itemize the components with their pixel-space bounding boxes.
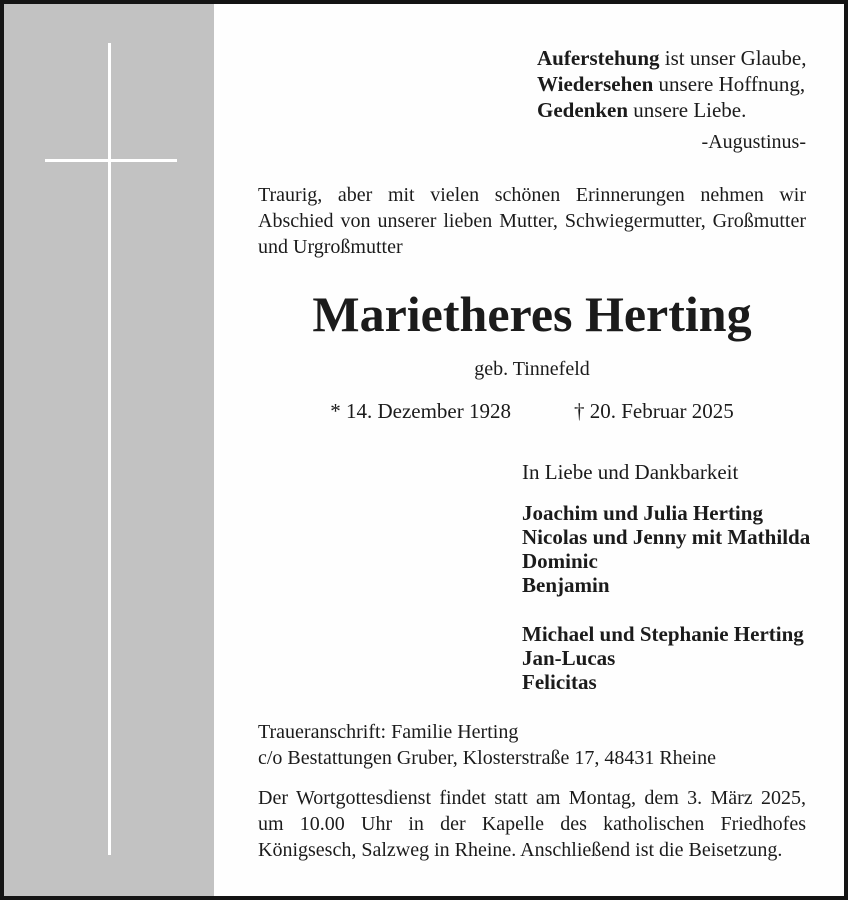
quote-line	[537, 45, 807, 71]
family-member: Jan-Lucas	[522, 646, 616, 670]
family-member: Joachim und Julia Herting	[522, 501, 763, 525]
memorial-quote	[537, 45, 807, 123]
quote-line-rest: unsere Liebe.	[628, 98, 747, 122]
deceased-name: Marietheres Herting	[312, 286, 752, 342]
quote-line-bold: Gedenken	[537, 98, 629, 122]
mourning-address-line: c/o Bestattungen Gruber, Klosterstraße 17, 48431 Rheine	[258, 747, 716, 769]
obituary-content	[258, 4, 811, 896]
gray-sidebar-band	[4, 4, 214, 896]
death-date: † 20. Februar 2025	[573, 399, 734, 423]
condolence-heading: In Liebe und Dankbarkeit	[522, 460, 739, 484]
quote-line-bold: Wiedersehen	[537, 72, 654, 96]
quote-line	[537, 71, 807, 97]
quote-line-bold: Auferstehung	[537, 46, 660, 70]
quote-attribution: -Augustinus-	[701, 131, 806, 153]
quote-line-rest: ist unser Glaube,	[659, 46, 807, 70]
family-member: Dominic	[522, 549, 598, 573]
mourning-address-line: Traueranschrift: Familie Herting	[258, 721, 519, 743]
cross-horizontal-bar	[45, 159, 177, 162]
intro-text: Traurig, aber mit vielen schönen Erinnerungen nehmen wir Abschied von unserer lieben Mutter, Schwiegermutter, Großmutter und Urgroßmutter	[258, 184, 806, 258]
family-member: Michael und Stephanie Herting	[522, 622, 804, 646]
service-info: Der Wortgottesdienst findet statt am Montag, dem 3. März 2025, um 10.00 Uhr in der Kapelle des katholischen Friedhofes Königsesch, Salzweg in Rheine. Anschließend ist die Beisetzung.	[258, 787, 806, 861]
family-member: Benjamin	[522, 573, 610, 597]
birth-date: * 14. Dezember 1928	[330, 399, 511, 423]
quote-line	[537, 97, 807, 123]
family-group	[522, 622, 804, 694]
family-group	[522, 501, 810, 597]
family-member: Nicolas und Jenny mit Mathilda	[522, 525, 811, 549]
quote-line-rest: unsere Hoffnung,	[653, 72, 806, 96]
life-dates	[258, 399, 806, 424]
mourning-address	[258, 719, 716, 771]
family-member: Felicitas	[522, 670, 597, 694]
maiden-name: geb. Tinnefeld	[474, 358, 590, 380]
cross-vertical-bar	[108, 43, 111, 855]
